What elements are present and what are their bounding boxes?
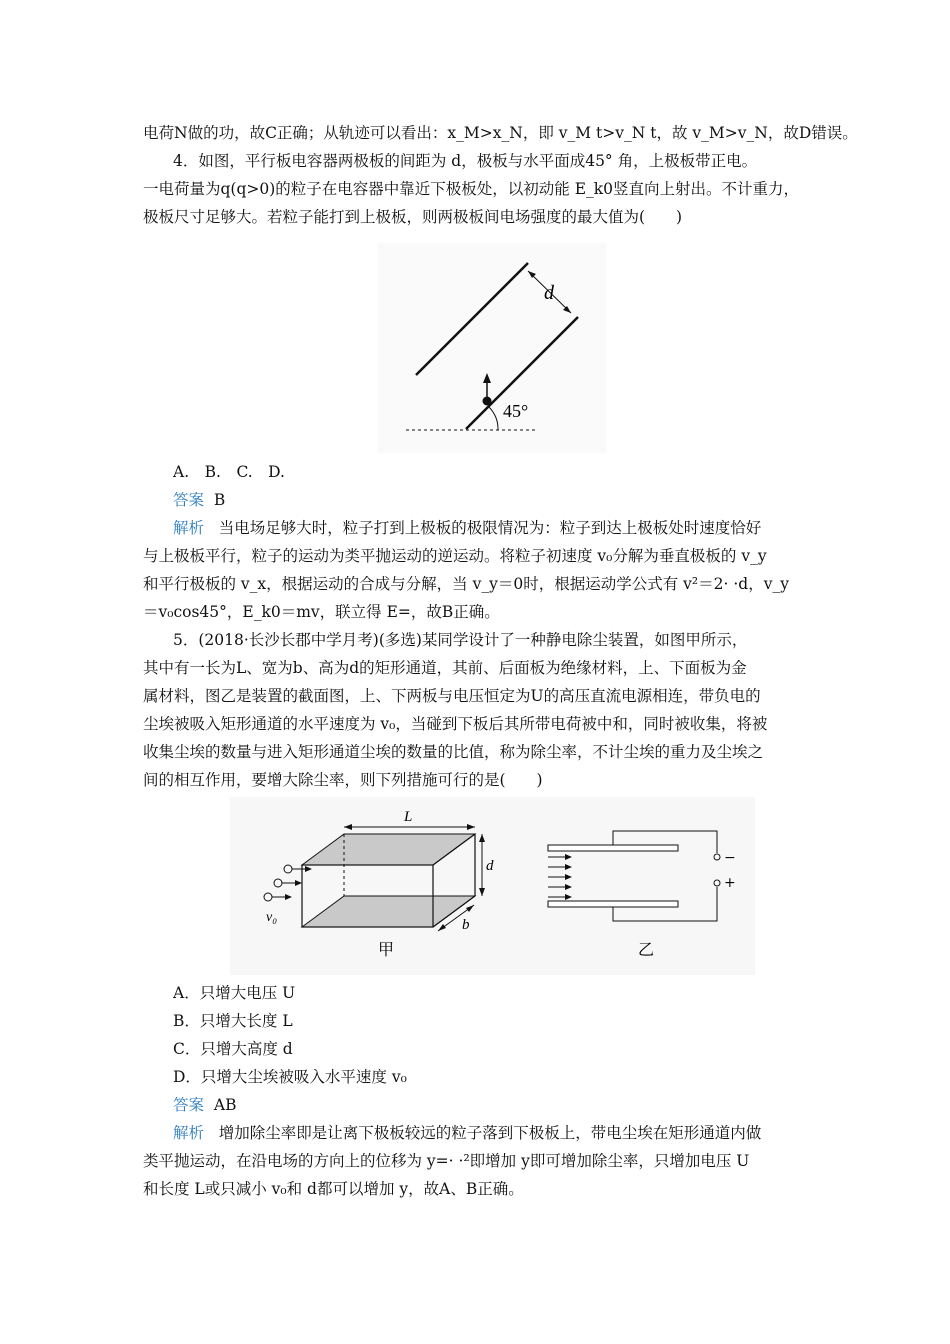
q5-analysis-line-3: 和长度 L或只减小 v₀和 d都可以增加 y，故A、B正确。 [143,1180,524,1198]
jia-caption: 甲 [378,940,395,959]
q5-option-a: A．只增大电压 U [173,984,296,1002]
minus-terminal: − [724,850,736,866]
q5-answer [173,1094,236,1116]
q5-dust-collector-figure [230,797,755,975]
answer-label: 答案 [173,1096,205,1114]
b-label: b [462,917,470,933]
q5-analysis-line-2: 类平抛运动，在沿电场的方向上的位移为 y=· ·²即增加 y即可增加除尘率，只增加电压 U [143,1152,750,1170]
q4-stem-line-1: 4．如图，平行板电容器两极板的间距为 d，极板与水平面成45° 角，上极板带正电。 [173,152,758,170]
analysis-label: 解析 [173,519,205,537]
answer-value: B [213,491,226,509]
q4-analysis-line-2: 与上极板平行，粒子的运动为类平抛运动的逆运动。将粒子初速度 v₀分解为垂直极板的 v_y [143,547,767,565]
q4-stem-line-3: 极板尺寸足够大。若粒子能打到上极板，则两极板间电场强度的最大值为( ) [143,208,683,226]
L-label: L [404,809,413,825]
q5-stem-line-3: 属材料，图乙是装置的截面图，上、下两板与电压恒定为U的高压直流电源相连，带负电的 [143,687,761,705]
q4-stem-line-2: 一电荷量为q(q>0)的粒子在电容器中靠近下极板处，以初动能 E_k0竖直向上射出。不计重力， [143,180,800,198]
q4-analysis-line-4: ＝v₀cos45°，E_k0＝mv，联立得 E=，故B正确。 [143,603,500,621]
q5-stem-line-2: 其中有一长为L、宽为b、高为d的矩形通道，其前、后面板为绝缘材料，上、下面板为金 [143,659,747,677]
particle [483,397,492,406]
yi-caption: 乙 [638,940,655,959]
d-label: d [486,858,494,874]
angle-label: 45° [503,401,529,421]
q4-capacitor-figure [378,243,606,453]
q5-option-b: B．只增大长度 L [173,1012,293,1030]
q4-answer [173,489,225,511]
answer-value: AB [213,1096,237,1114]
q5-stem-line-5: 收集尘埃的数量与进入矩形通道尘埃的数量的比值，称为除尘率，不计尘埃的重力及尘埃之 [143,743,764,761]
q5-stem-line-6: 间的相互作用，要增大除尘率，则下列措施可行的是( ) [143,771,543,789]
q5-stem-line-4: 尘埃被吸入矩形通道的水平速度为 v₀，当碰到下板后其所带电荷被中和，同时被收集，将被 [143,715,768,733]
q4-options: A. B. C. D. [173,463,285,481]
answer-label: 答案 [173,491,205,509]
analysis-text: 增加除尘率即是让离下极板较远的粒子落到下极板上，带电尘埃在矩形通道内做 [218,1124,762,1142]
analysis-label: 解析 [173,1124,205,1142]
q5-option-c: C．只增大高度 d [173,1040,293,1058]
d-label: d [544,282,554,304]
v0-label: v₀ [266,910,278,925]
plus-terminal: + [724,875,736,891]
q5-analysis-line-1 [173,1122,761,1144]
prev-text-line: 电荷N做的功，故C正确；从轨迹可以看出：x_M>x_N，即 v_M t>v_N t，故 v_M>v_N，故D错误。 [143,124,858,142]
q5-stem-line-1: 5．(2018·长沙长郡中学月考)(多选)某同学设计了一种静电除尘装置，如图甲所示， [173,631,748,649]
lower-plate [548,901,678,907]
q5-option-d: D．只增大尘埃被吸入水平速度 v₀ [173,1068,407,1086]
analysis-text: 当电场足够大时，粒子打到上极板的极限情况为：粒子到达上极板处时速度恰好 [218,519,762,537]
upper-plate [548,845,678,851]
q4-analysis-line-3: 和平行极板的 v_x，根据运动的合成与分解，当 v_y＝0时，根据运动学公式有 v²＝2· ·d，v_y [143,575,789,593]
q4-analysis-line-1 [173,517,761,539]
